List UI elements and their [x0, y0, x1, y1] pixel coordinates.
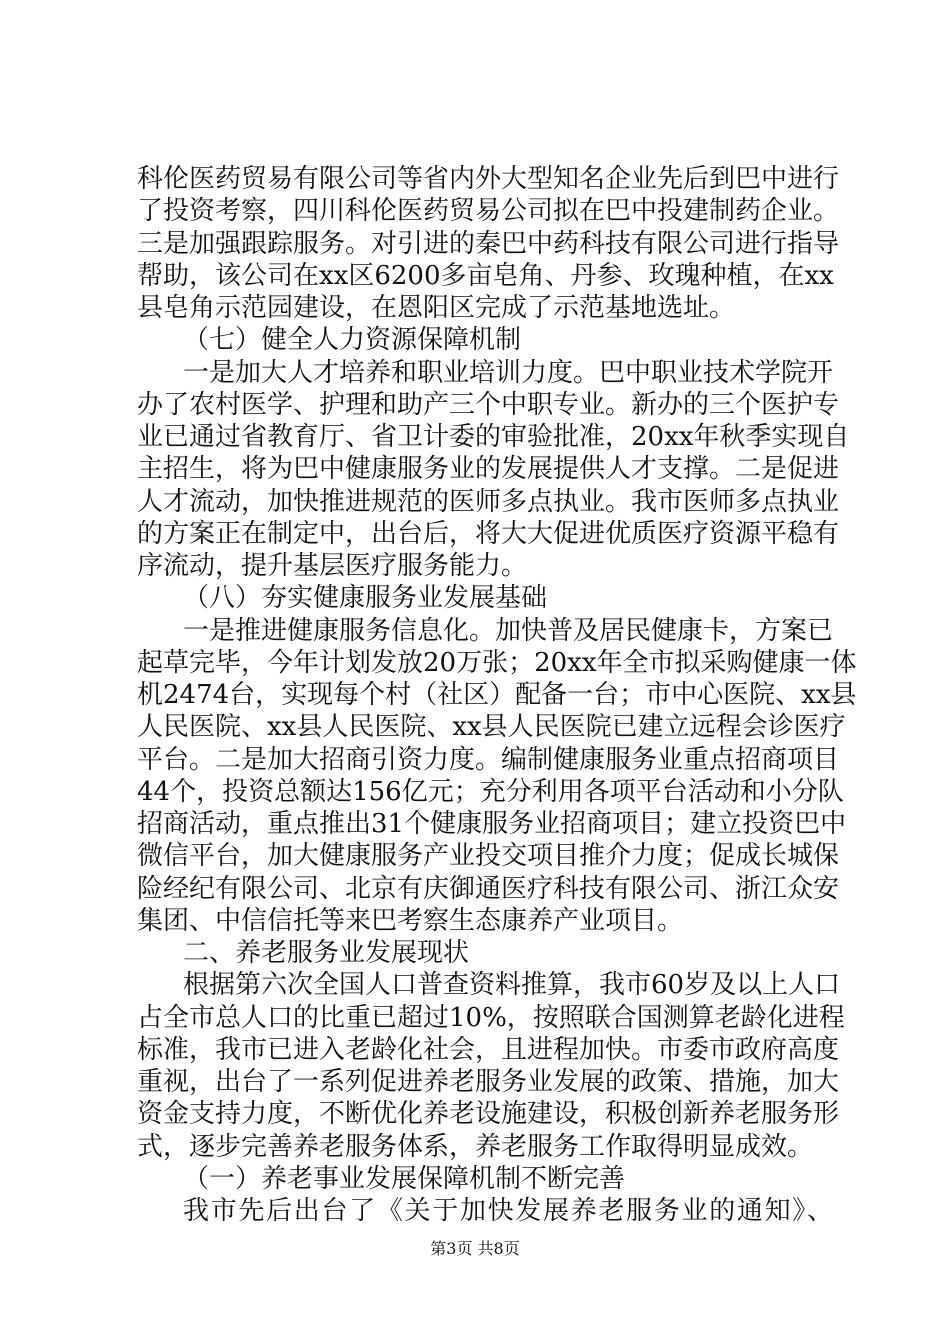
text-line: 资金支持力度，不断优化养老设施建设，积极创新养老服务形: [137, 1099, 840, 1130]
text-line: 微信平台，加大健康服务产业投交项目推介力度；促成长城保: [137, 841, 840, 872]
text-line: 业已通过省教育厅、省卫计委的审验批准，20xx年秋季实现自: [137, 422, 850, 452]
text-line: 人才流动，加快推进规范的医师多点执业。我市医师多点执业: [137, 486, 840, 517]
text-line: 集团、中信信托等来巴考察生态康养产业项目。: [137, 905, 684, 936]
text-line: 二、养老服务业发展现状: [183, 938, 470, 968]
text-line: 我市先后出台了《关于加快发展养老服务业的通知》、: [183, 1196, 833, 1226]
text-line: 人民医院、xx县人民医院、xx县人民医院已建立远程会诊医疗: [137, 712, 846, 743]
text-line: （一）养老事业发展保障机制不断完善: [183, 1163, 626, 1194]
text-line: 重视，出台了一系列促进养老服务业发展的政策、措施，加大: [137, 1067, 840, 1097]
text-line: 44个，投资总额达156亿元；充分利用各项平台活动和小分队: [137, 776, 844, 807]
text-line: 平台。二是加大招商引资力度。编制健康服务业重点招商项目: [137, 744, 840, 775]
text-line: （八）夯实健康服务业发展基础: [183, 583, 548, 614]
text-line: 主招生，将为巴中健康服务业的发展提供人才支撑。二是促进: [137, 454, 840, 485]
text-line: 了投资考察，四川科伦医药贸易公司拟在巴中投建制药企业。: [137, 196, 840, 227]
text-line: 一是加大人才培养和职业培训力度。巴中职业技术学院开: [183, 357, 834, 388]
text-line: 占全市总人口的比重已超过10%，按照联合国测算老龄化进程: [137, 1002, 845, 1033]
text-line: 三是加强跟踪服务。对引进的秦巴中药科技有限公司进行指导: [137, 228, 840, 259]
text-line: 险经纪有限公司、北京有庆御通医疗科技有限公司、浙江众安: [137, 873, 840, 904]
text-line: 一是推进健康服务信息化。加快普及居民健康卡，方案已: [183, 615, 834, 646]
text-line: 县皂角示范园建设，在恩阳区完成了示范基地选址。: [137, 293, 736, 323]
text-line: 招商活动，重点推出31个健康服务业招商项目；建立投资巴中: [137, 809, 847, 839]
text-line: 办了农村医学、护理和助产三个中职专业。新办的三个医护专: [137, 389, 840, 420]
text-line: 的方案正在制定中，出台后，将大大促进优质医疗资源平稳有: [137, 518, 840, 549]
text-line: 帮助，该公司在xx区6200多亩皂角、丹参、玫瑰种植，在xx: [137, 260, 834, 291]
text-line: 式，逐步完善养老服务体系，养老服务工作取得明显成效。: [137, 1131, 814, 1162]
text-line: 起草完毕，今年计划发放20万张；20xx年全市拟采购健康一体: [137, 647, 857, 678]
text-line: 机2474台，实现每个村（社区）配备一台；市中心医院、xx县: [137, 680, 857, 710]
text-line: 科伦医药贸易有限公司等省内外大型知名企业先后到巴中进行: [137, 164, 840, 194]
text-line: 根据第六次全国人口普查资料推算，我市60岁及以上人口: [183, 970, 841, 1001]
text-line: 序流动，提升基层医疗服务能力。: [137, 551, 528, 581]
text-line: 标准，我市已进入老龄化社会，且进程加快。市委市政府高度: [137, 1034, 840, 1065]
document-body: [137, 163, 857, 1227]
page-footer: 第3页 共8页: [430, 1239, 520, 1258]
text-line: （七）健全人力资源保障机制: [183, 325, 522, 356]
